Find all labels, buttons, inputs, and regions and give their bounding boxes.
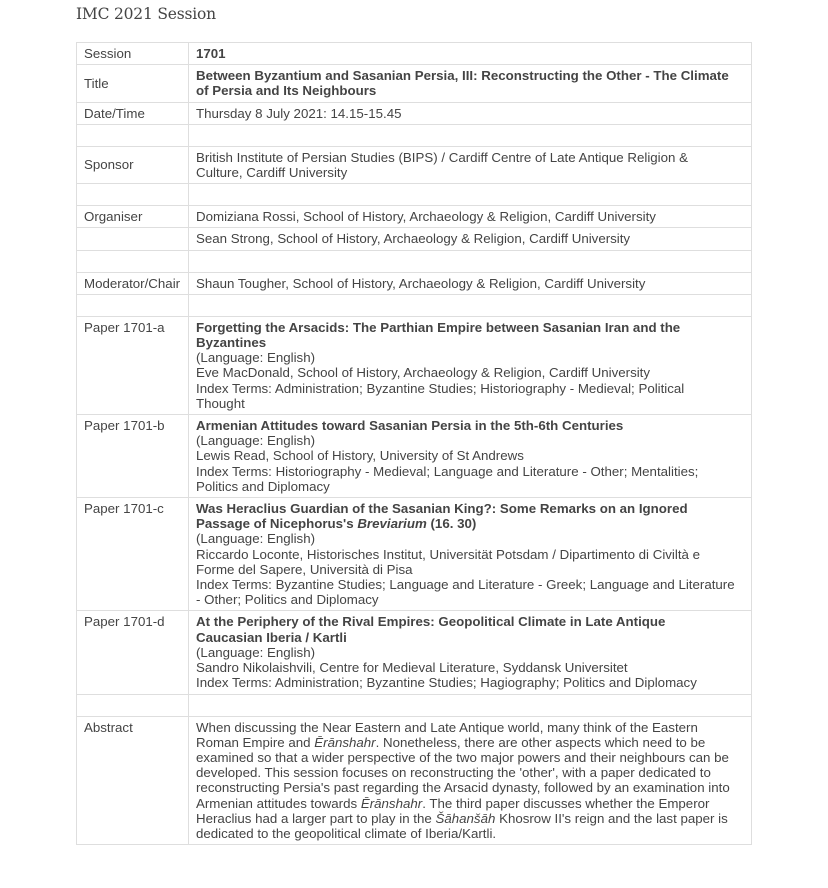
paper-index-terms: Thought: [196, 395, 245, 411]
spacer-cell: [189, 294, 752, 316]
spacer-cell: [77, 124, 189, 146]
paper-author: Eve MacDonald, School of History, Archaeology & Religion, Cardiff University: [196, 365, 651, 381]
paper-author: Forme del Sapere, Università di Pisa: [196, 561, 413, 577]
paper-language: (Language: English): [196, 350, 316, 366]
paper-details: [189, 415, 752, 498]
abstract-line: reconstructing Persia's past regarding the Arsacid dynasty, followed by an examination into: [196, 780, 730, 796]
datetime-value: Thursday 8 July 2021: 14.15-15.45: [189, 102, 752, 124]
paper-row: [77, 316, 752, 414]
organiser-value: Domiziana Rossi, School of History, Archaeology & Religion, Cardiff University: [189, 206, 752, 228]
paper-language: (Language: English): [196, 433, 316, 449]
datetime-label: Date/Time: [77, 102, 189, 124]
abstract-text: [189, 716, 752, 845]
session-row: [77, 43, 752, 65]
sponsor-label: Sponsor: [77, 146, 189, 183]
paper-index-terms: Index Terms: Administration; Byzantine Studies; Historiography - Medieval; Political: [196, 380, 685, 396]
session-title: [189, 65, 752, 102]
paper-details: [189, 316, 752, 414]
abstract-line: When discussing the Near Eastern and Late Antique world, many think of the Eastern: [196, 719, 698, 735]
moderator-row: [77, 272, 752, 294]
paper-row: [77, 498, 752, 611]
abstract-line: . The third paper discusses whether the Emperor: [422, 795, 710, 811]
paper-index-terms: - Other; Politics and Diplomacy: [196, 592, 379, 608]
session-number: 1701: [189, 43, 752, 65]
organiser-label-empty: [77, 228, 189, 250]
session-table: [76, 42, 752, 845]
abstract-line: Armenian attitudes towards: [196, 795, 361, 811]
paper-index-terms: Index Terms: Historiography - Medieval; Language and Literature - Other; Mentalities;: [196, 463, 699, 479]
paper-title-line: Caucasian Iberia / Kartli: [196, 629, 347, 645]
abstract-line: . Nonetheless, there are other aspects which need to be: [375, 734, 706, 750]
spacer-cell: [77, 694, 189, 716]
sponsor-row: [77, 146, 752, 183]
spacer-cell: [77, 250, 189, 272]
organiser-row: [77, 228, 752, 250]
paper-title: [196, 320, 680, 350]
organiser-value: Sean Strong, School of History, Archaeology & Religion, Cardiff University: [189, 228, 752, 250]
paper-index-terms: Politics and Diplomacy: [196, 478, 330, 494]
abstract-line: dedicated to the geopolitical climate of Iberia/Kartli.: [196, 825, 497, 841]
abstract-label: Abstract: [77, 716, 189, 845]
paper-title-line: Forgetting the Arsacids: The Parthian Empire between Sasanian Iran and the: [196, 319, 681, 335]
moderator-label: Moderator/Chair: [77, 272, 189, 294]
page-title: IMC 2021 Session: [76, 5, 216, 23]
abstract-italic: Ērānshahr: [360, 795, 423, 811]
abstract-line: Roman Empire and: [196, 734, 315, 750]
paper-row: [77, 415, 752, 498]
paper-index-terms: Index Terms: Byzantine Studies; Language and Literature - Greek; Language and Literature: [196, 577, 735, 593]
paper-label: Paper 1701-d: [77, 611, 189, 694]
paper-title-line: Byzantines: [196, 335, 267, 351]
spacer-row: [77, 184, 752, 206]
paper-index-terms: Index Terms: Administration; Byzantine Studies; Hagiography; Politics and Diplomacy: [196, 675, 697, 691]
spacer-row: [77, 294, 752, 316]
datetime-row: [77, 102, 752, 124]
session-label: Session: [77, 43, 189, 65]
abstract-row: [77, 716, 752, 845]
paper-author: Lewis Read, School of History, University of St Andrews: [196, 448, 524, 464]
spacer-cell: [189, 124, 752, 146]
sponsor-line: British Institute of Persian Studies (BIPS) / Cardiff Centre of Late Antique Religion &: [196, 149, 688, 165]
paper-title: [196, 614, 665, 644]
spacer-cell: [189, 184, 752, 206]
abstract-line: Khosrow II's reign and the last paper is: [495, 810, 728, 826]
paper-title: Armenian Attitudes toward Sasanian Persia in the 5th-6th Centuries: [196, 418, 624, 434]
abstract-italic: Ērānshahr: [314, 734, 376, 750]
spacer-row: [77, 694, 752, 716]
abstract-italic: Šāhanšāh: [435, 810, 496, 826]
title-label: Title: [77, 65, 189, 102]
paper-title: [196, 501, 688, 531]
paper-label: Paper 1701-c: [77, 498, 189, 611]
abstract-line: examined so that a wider perspective of the two major powers and their neighbours can be: [196, 749, 729, 765]
session-title-line: Between Byzantium and Sasanian Persia, III: Reconstructing the Other - The Climate: [196, 68, 729, 84]
sponsor-line: Culture, Cardiff University: [196, 165, 348, 181]
paper-title-line: (16. 30): [426, 516, 477, 532]
spacer-cell: [189, 250, 752, 272]
paper-title-italic: Breviarium: [357, 516, 427, 532]
spacer-cell: [77, 184, 189, 206]
paper-language: (Language: English): [196, 644, 316, 660]
paper-title-line: Was Heraclius Guardian of the Sasanian King?: Some Remarks on an Ignored: [196, 501, 688, 517]
paper-details: [189, 611, 752, 694]
paper-label: Paper 1701-a: [77, 316, 189, 414]
spacer-cell: [77, 294, 189, 316]
title-row: [77, 65, 752, 102]
abstract-line: Heraclius had a larger part to play in the: [196, 810, 436, 826]
organiser-row: [77, 206, 752, 228]
spacer-row: [77, 250, 752, 272]
sponsor-value: [189, 146, 752, 183]
paper-language: (Language: English): [196, 531, 316, 547]
moderator-value: Shaun Tougher, School of History, Archaeology & Religion, Cardiff University: [189, 272, 752, 294]
paper-author: Sandro Nikolaishvili, Centre for Medieval Literature, Syddansk Universitet: [196, 660, 628, 676]
abstract-line: developed. This session focuses on reconstructing the 'other', with a paper dedicated to: [196, 765, 711, 781]
paper-title-line: Passage of Nicephorus's: [196, 516, 358, 532]
paper-details: [189, 498, 752, 611]
spacer-row: [77, 124, 752, 146]
paper-row: [77, 611, 752, 694]
paper-title-line: At the Periphery of the Rival Empires: Geopolitical Climate in Late Antique: [196, 614, 666, 630]
paper-label: Paper 1701-b: [77, 415, 189, 498]
paper-author: Riccardo Loconte, Historisches Institut, Universität Potsdam / Dipartimento di Civiltà e: [196, 546, 701, 562]
spacer-cell: [189, 694, 752, 716]
organiser-label: Organiser: [77, 206, 189, 228]
session-title-line: of Persia and Its Neighbours: [196, 83, 377, 99]
